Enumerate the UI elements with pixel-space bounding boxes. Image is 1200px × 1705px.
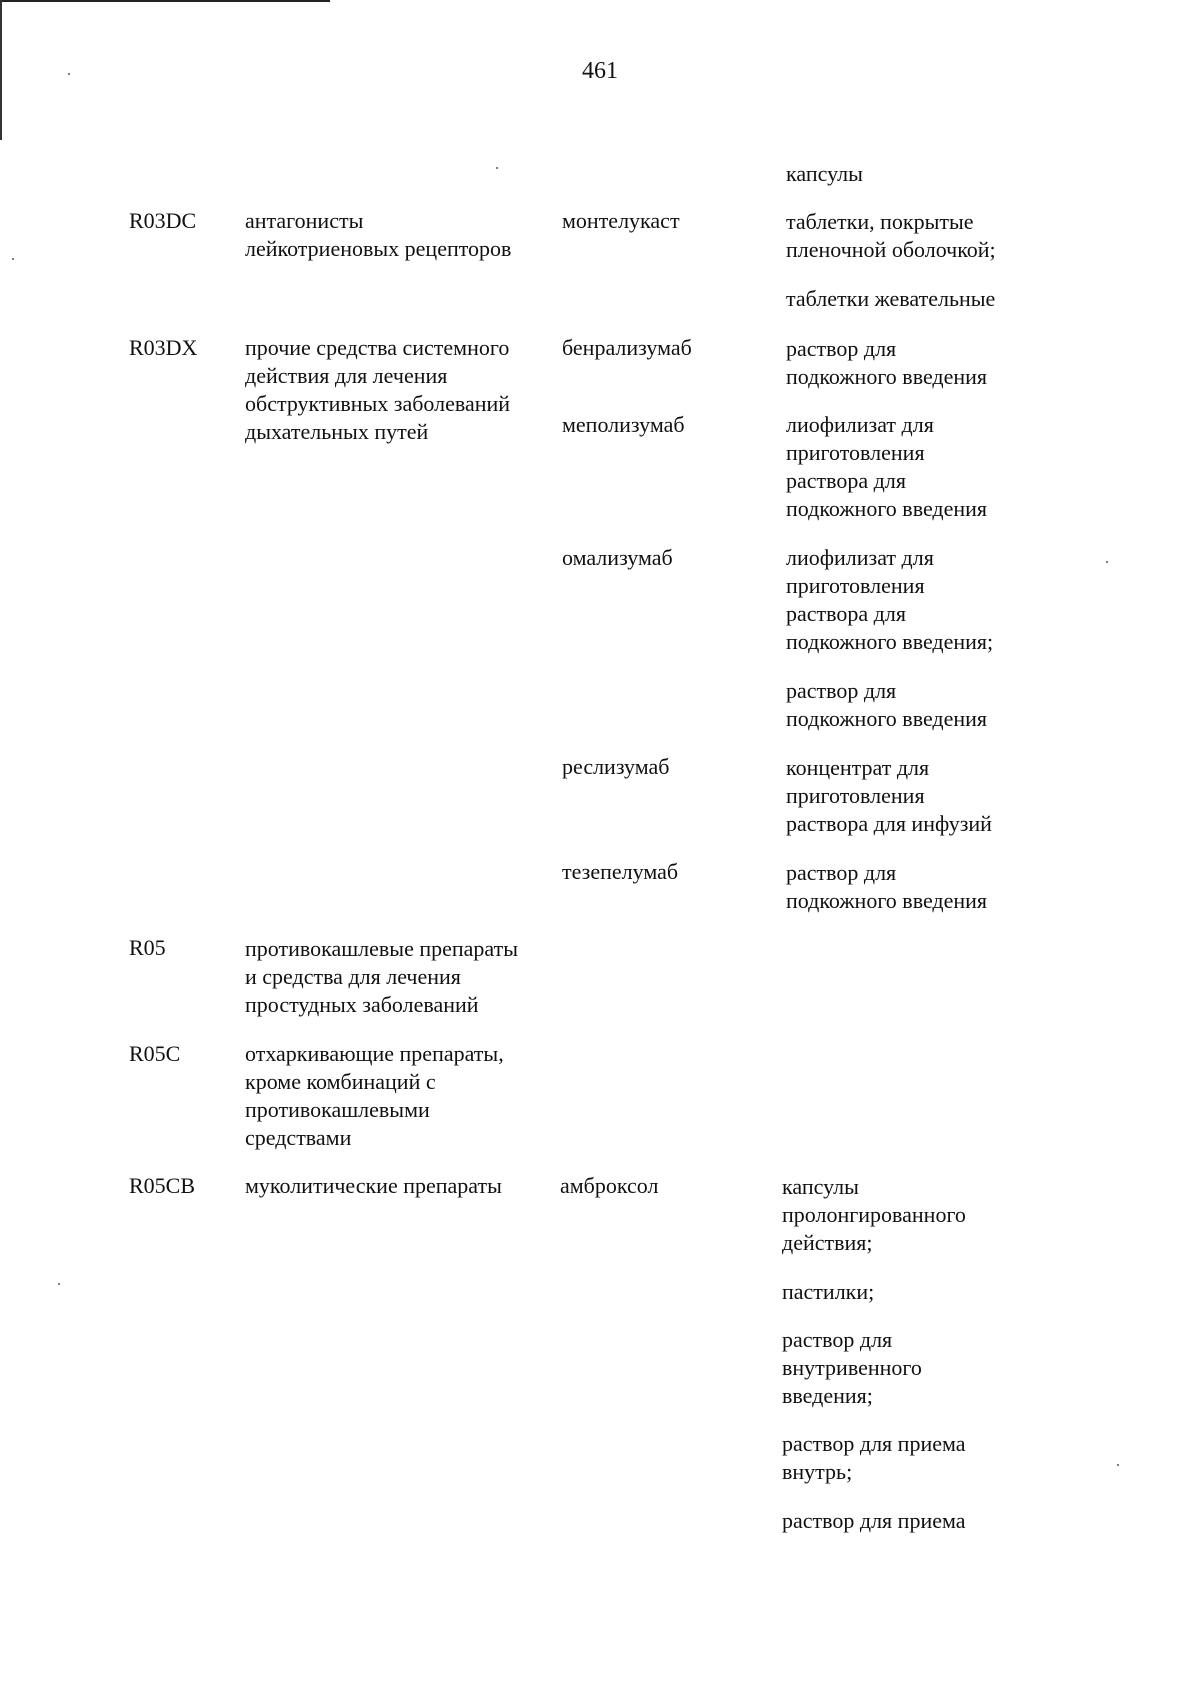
atc-group bbox=[245, 935, 560, 1019]
group-line: средствами bbox=[245, 1125, 352, 1150]
group-line: отхаркивающие препараты, bbox=[245, 1041, 504, 1066]
dosage-form bbox=[786, 335, 1106, 391]
drug-name: тезепелумаб bbox=[562, 859, 679, 884]
dosage-form bbox=[786, 411, 1106, 523]
form-line: раствор для приема bbox=[782, 1431, 966, 1456]
form-line: действия; bbox=[782, 1230, 873, 1255]
form-line: приготовления bbox=[786, 440, 925, 465]
group-line: дыхательных путей bbox=[245, 419, 429, 444]
form-line: приготовления bbox=[786, 783, 925, 808]
form-line: пастилки; bbox=[782, 1279, 875, 1304]
dosage-form bbox=[782, 1278, 1102, 1306]
group-line: обструктивных заболеваний bbox=[245, 391, 511, 416]
atc-code: R05 bbox=[129, 935, 166, 960]
group-line: кроме комбинаций с bbox=[245, 1069, 436, 1094]
form-line: раствора для инфузий bbox=[786, 811, 992, 836]
form-line: подкожного введения bbox=[786, 888, 988, 913]
dosage-form bbox=[782, 1326, 1102, 1410]
form-line: раствора для bbox=[786, 468, 906, 493]
drug-name: амброксол bbox=[560, 1173, 659, 1198]
group-line: муколитические препараты bbox=[245, 1173, 502, 1198]
form-line: подкожного введения; bbox=[786, 629, 994, 654]
scan-speck bbox=[1117, 1464, 1119, 1466]
scan-speck bbox=[1106, 561, 1108, 563]
atc-code: R05C bbox=[129, 1041, 181, 1066]
form-line: раствор для bbox=[782, 1327, 893, 1352]
atc-group bbox=[245, 1040, 560, 1152]
scan-speck bbox=[58, 1283, 60, 1285]
form-line: подкожного введения bbox=[786, 364, 988, 389]
form-line: лиофилизат для bbox=[786, 545, 934, 570]
group-line: простудных заболеваний bbox=[245, 992, 479, 1017]
form-line: подкожного введения bbox=[786, 706, 988, 731]
form-line: подкожного введения bbox=[786, 496, 988, 521]
dosage-form bbox=[782, 1507, 1102, 1535]
form-line: капсулы bbox=[782, 1174, 859, 1199]
drug-name: меполизумаб bbox=[562, 412, 685, 437]
form-line: внутривенного bbox=[782, 1355, 922, 1380]
dosage-form bbox=[786, 285, 1106, 313]
form-line: таблетки жевательные bbox=[786, 286, 996, 311]
dosage-form bbox=[786, 208, 1106, 264]
dosage-form bbox=[782, 1430, 1102, 1486]
page-number: 461 bbox=[582, 58, 618, 84]
group-line: и средства для лечения bbox=[245, 964, 461, 989]
atc-code: R03DC bbox=[129, 208, 197, 233]
form-line: лиофилизат для bbox=[786, 412, 934, 437]
form-line: внутрь; bbox=[782, 1459, 853, 1484]
form-line: раствор для приема bbox=[782, 1508, 966, 1533]
atc-group bbox=[245, 207, 560, 263]
group-line: лейкотриеновых рецепторов bbox=[245, 236, 512, 261]
form-line: капсулы bbox=[786, 161, 863, 186]
form-line: таблетки, покрытые bbox=[786, 209, 974, 234]
group-line: противокашлевыми bbox=[245, 1097, 430, 1122]
dosage-form bbox=[782, 1173, 1102, 1257]
dosage-form bbox=[786, 160, 1106, 188]
atc-code: R03DX bbox=[129, 335, 198, 360]
group-line: прочие средства системного bbox=[245, 335, 510, 360]
form-line: приготовления bbox=[786, 573, 925, 598]
form-line: раствор для bbox=[786, 678, 897, 703]
group-line: антагонисты bbox=[245, 208, 364, 233]
scan-speck bbox=[496, 167, 498, 169]
group-line: действия для лечения bbox=[245, 363, 448, 388]
drug-name: бенрализумаб bbox=[562, 335, 692, 360]
dosage-form bbox=[786, 677, 1106, 733]
dosage-form bbox=[786, 859, 1106, 915]
dosage-form bbox=[786, 544, 1106, 656]
form-line: пленочной оболочкой; bbox=[786, 237, 996, 262]
atc-group bbox=[245, 1172, 560, 1200]
form-line: введения; bbox=[782, 1383, 873, 1408]
drug-name: монтелукаст bbox=[562, 208, 680, 233]
group-line: противокашлевые препараты bbox=[245, 936, 519, 961]
scan-speck bbox=[12, 258, 14, 260]
form-line: раствор для bbox=[786, 336, 897, 361]
form-line: раствор для bbox=[786, 860, 897, 885]
form-line: пролонгированного bbox=[782, 1202, 966, 1227]
form-line: концентрат для bbox=[786, 755, 930, 780]
atc-group bbox=[245, 334, 560, 446]
scan-edge-top bbox=[0, 0, 330, 2]
dosage-form bbox=[786, 754, 1106, 838]
form-line: раствора для bbox=[786, 601, 906, 626]
atc-code: R05CB bbox=[129, 1173, 196, 1198]
drug-name: реслизумаб bbox=[562, 754, 670, 779]
drug-name: омализумаб bbox=[562, 545, 673, 570]
